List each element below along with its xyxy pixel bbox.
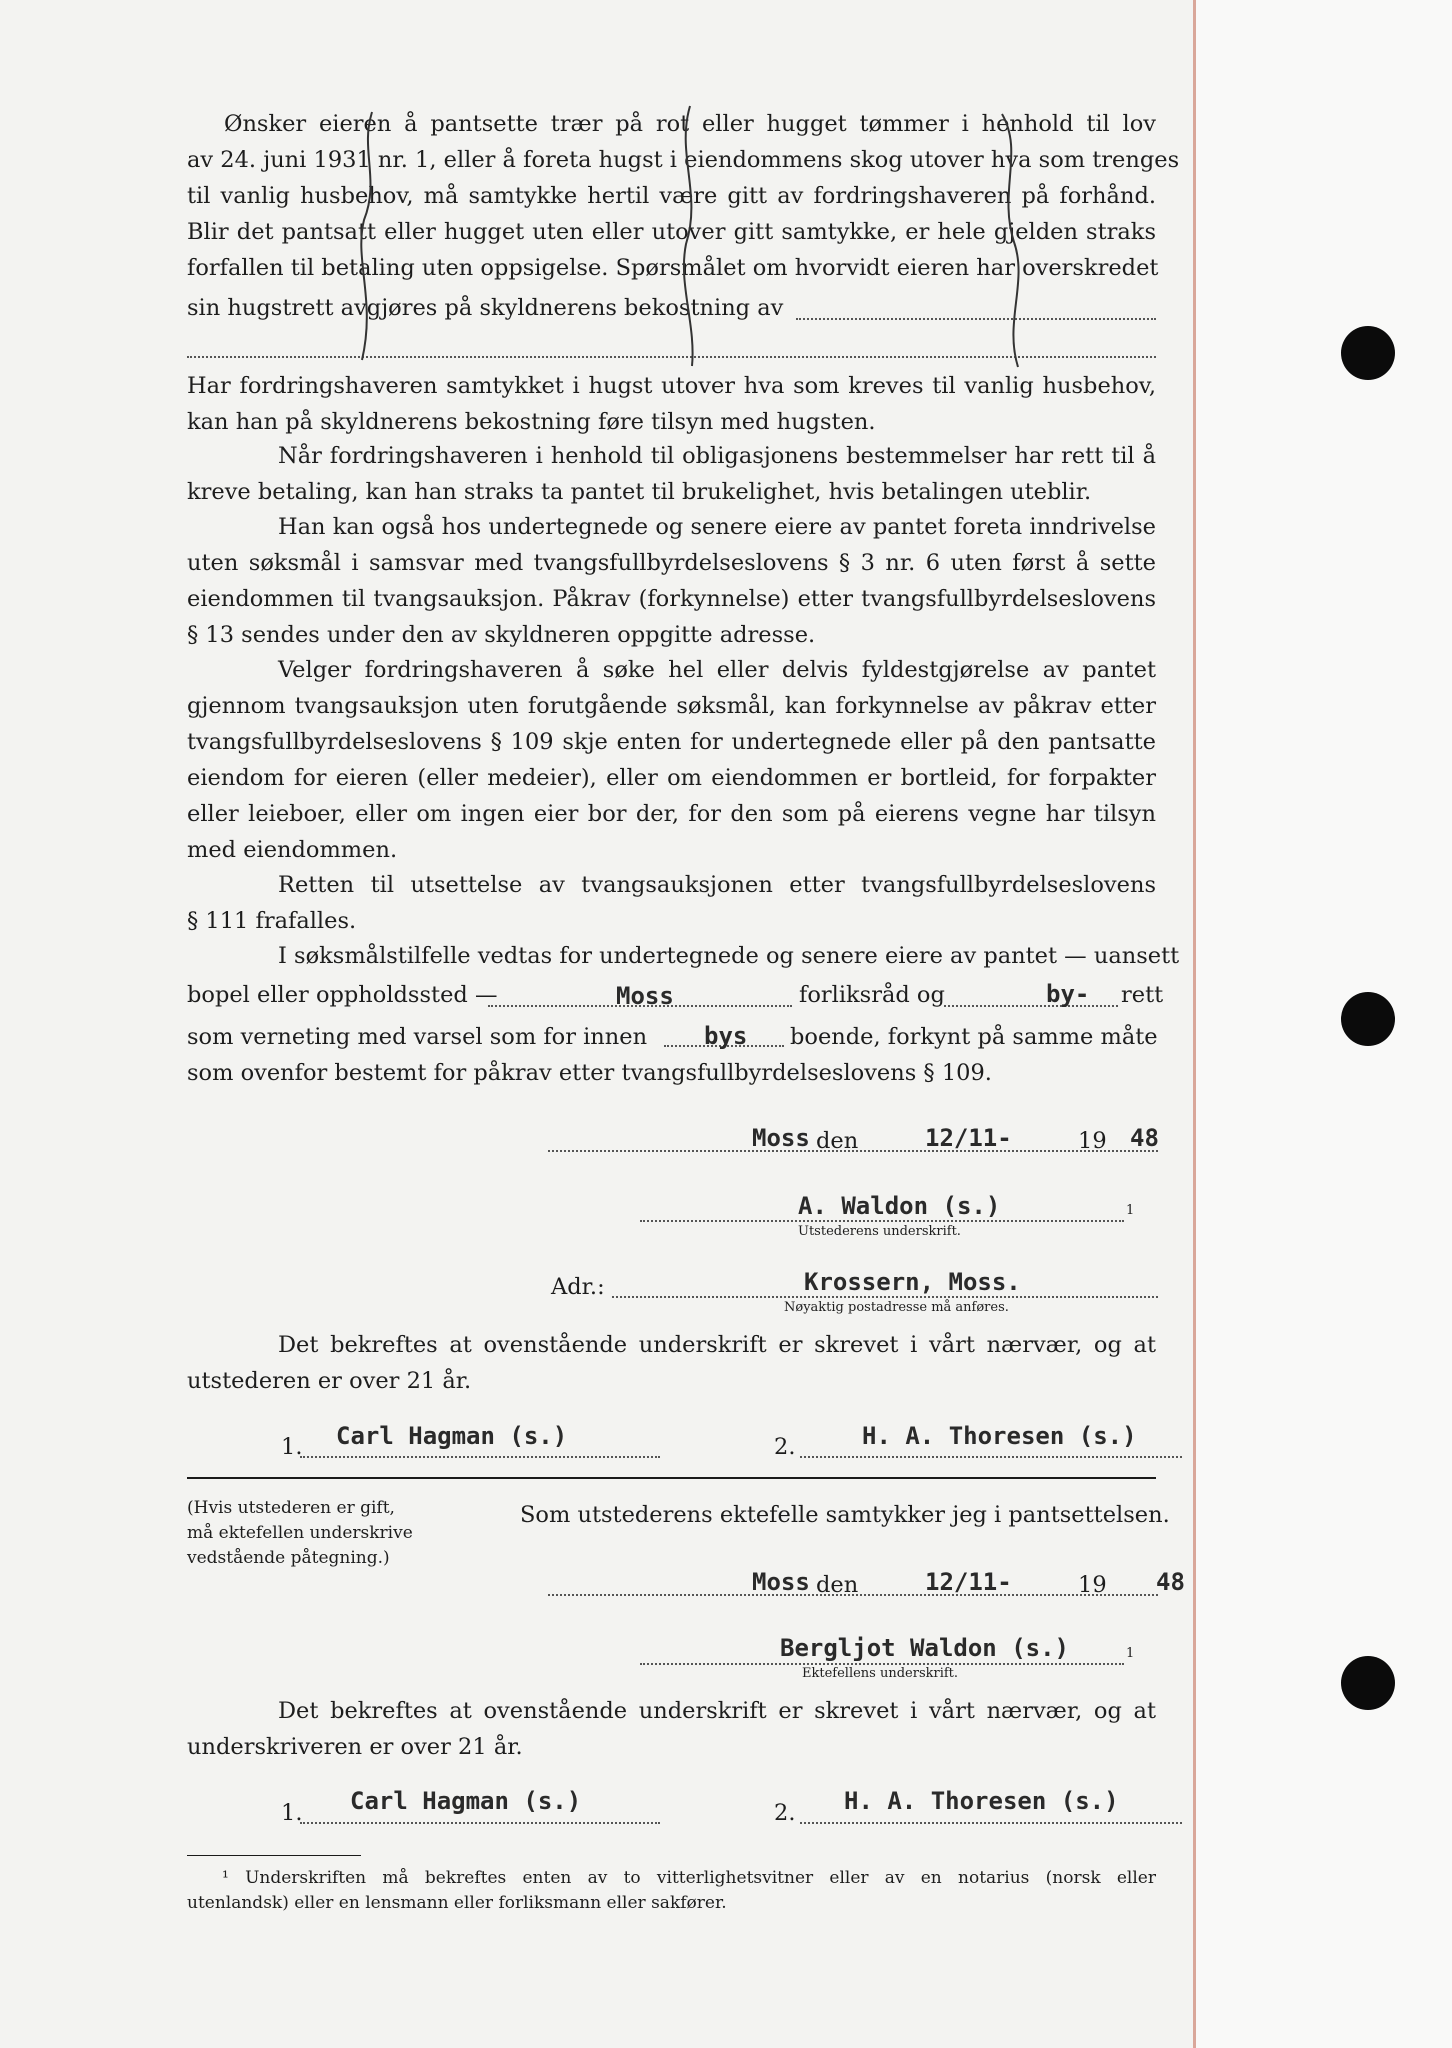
witness-number: 2. — [774, 1800, 796, 1826]
para7-line: som ovenfor bestemt for påkrav etter tvangsfullbyrdelseslovens § 109. — [187, 1060, 992, 1086]
strike-mark — [350, 110, 390, 370]
strike-mark — [672, 104, 712, 374]
para7-line: boende, forkynt på samme måte — [790, 1024, 1158, 1050]
para2-line: Har fordringshaveren samtykket i hugst utover hva som kreves til vanlig husbehov, — [187, 373, 1156, 399]
confirm1-line: utstederen er over 21 år. — [187, 1368, 472, 1394]
para5-line: med eiendommen. — [187, 837, 398, 863]
spouse-note-line: vedstående påtegning.) — [187, 1548, 390, 1568]
signature-line — [640, 1663, 1124, 1665]
spouse-consent: Som utstederens ektefelle samtykker jeg i pantsettelsen. — [520, 1502, 1170, 1528]
para7-line: som verneting med varsel som for innen — [187, 1024, 648, 1050]
footnote-line: ¹ Underskriften må bekreftes enten av to vitterlighetsvitner eller av en notarius (norsk eller — [222, 1868, 1156, 1888]
punch-hole-top — [1341, 326, 1395, 380]
footnote-mark: 1 — [1126, 1203, 1135, 1218]
typed-witness: H. A. Thoresen (s.) — [844, 1787, 1119, 1815]
date-den-label: den — [816, 1572, 859, 1598]
date-den-label: den — [816, 1128, 859, 1154]
para2-line: kan han på skyldnerens bekostning føre tilsyn med hugsten. — [187, 409, 876, 435]
confirm2-line: Det bekreftes at ovenstående underskrift er skrevet i vårt nærvær, og at — [278, 1698, 1156, 1724]
footnote-rule — [187, 1855, 361, 1856]
witness-line — [300, 1822, 660, 1824]
strike-mark — [994, 112, 1034, 372]
para1-line: av 24. juni 1931 nr. 1, eller å foreta hugst i eiendommens skog utover hva som trenges — [187, 147, 1180, 173]
right-margin — [1196, 0, 1452, 2048]
year-prefix: 19 — [1078, 1128, 1107, 1154]
section-divider — [187, 1477, 1156, 1479]
witness-number: 2. — [774, 1434, 796, 1460]
para5-line: gjennom tvangsauksjon uten forutgående søksmål, kan forkynnelse av påkrav etter — [187, 693, 1156, 719]
para4-line: eiendommen til tvangsauksjon. Påkrav (forkynnelse) etter tvangsfullbyrdelseslovens — [187, 586, 1156, 612]
para6-line: § 111 frafalles. — [187, 908, 357, 934]
typed-year: 48 — [1130, 1124, 1159, 1152]
typed-place: Moss — [616, 982, 674, 1010]
address-line — [612, 1296, 1158, 1298]
typed-signature: Bergljot Waldon (s.) — [780, 1634, 1069, 1662]
para7-line: forliksråd og — [799, 982, 945, 1008]
typed-year: 48 — [1156, 1568, 1185, 1596]
para7-line: bopel eller oppholdssted — — [187, 982, 498, 1008]
para3-line: Når fordringshaveren i henhold til obligasjonens bestemmelser har rett til å — [278, 443, 1156, 469]
para3-line: kreve betaling, kan han straks ta pantet til brukelighet, hvis betalingen uteblir. — [187, 479, 1092, 505]
footnote-line: utenlandsk) eller en lensmann eller forliksmann eller sakfører. — [187, 1893, 727, 1913]
typed-witness: Carl Hagman (s.) — [350, 1787, 582, 1815]
para5-line: tvangsfullbyrdelseslovens § 109 skje enten for undertegnede eller på den pantsatte — [187, 729, 1156, 755]
para5-line: eiendom for eieren (eller medeier), eller om eiendommen er bortleid, for forpakter — [187, 765, 1156, 791]
spouse-note-line: må ektefellen underskrive — [187, 1523, 413, 1543]
typed-date-place: Moss — [752, 1568, 810, 1596]
witness-line — [800, 1822, 1182, 1824]
para4-line: § 13 sendes under den av skyldneren oppgitte adresse. — [187, 622, 816, 648]
para7-line: I søksmålstilfelle vedtas for undertegnede og senere eiere av pantet — uansett — [278, 943, 1180, 969]
signature-line — [640, 1220, 1124, 1222]
typed-date-place: Moss — [752, 1124, 810, 1152]
punch-hole-middle — [1341, 992, 1395, 1046]
signature-caption: Utstederens underskrift. — [798, 1224, 961, 1239]
margin-line — [1193, 0, 1196, 2048]
witness-line — [800, 1456, 1182, 1458]
footnote-mark: 1 — [1126, 1646, 1135, 1661]
para4-line: Han kan også hos undertegnede og senere eiere av pantet foreta inndrivelse — [278, 514, 1156, 540]
para5-line: Velger fordringshaveren å søke hel eller delvis fyldestgjørelse av pantet — [278, 657, 1156, 683]
witness-number: 1. — [281, 1800, 303, 1826]
para7-line: rett — [1121, 982, 1164, 1008]
address-label: Adr.: — [551, 1274, 605, 1300]
para4-line: uten søksmål i samsvar med tvangsfullbyrdelseslovens § 3 nr. 6 uten først å sette — [187, 550, 1156, 576]
typed-address: Krossern, Moss. — [804, 1268, 1021, 1296]
year-prefix: 19 — [1078, 1572, 1107, 1598]
confirm2-line: underskriveren er over 21 år. — [187, 1734, 523, 1760]
signature-caption: Ektefellens underskrift. — [802, 1666, 959, 1681]
para1-line: Ønsker eieren å pantsette trær på rot eller hugget tømmer i henhold til lov — [224, 111, 1156, 137]
para6-line: Retten til utsettelse av tvangsauksjonen etter tvangsfullbyrdelseslovens — [278, 872, 1156, 898]
witness-line — [300, 1456, 660, 1458]
spouse-note-line: (Hvis utstederen er gift, — [187, 1498, 395, 1518]
typed-witness: H. A. Thoresen (s.) — [862, 1422, 1137, 1450]
fill-line-court — [944, 1005, 1118, 1007]
para1-line: sin hugstrett avgjøres på skyldnerens bekostning av — [187, 295, 784, 321]
typed-resident: bys — [704, 1022, 748, 1050]
para1-line: til vanlig husbehov, må samtykke hertil være gitt av fordringshaveren på forhånd. — [187, 183, 1156, 209]
punch-hole-bottom — [1341, 1656, 1395, 1710]
para5-line: eller leieboer, eller om ingen eier bor der, for den som på eierens vegne har tilsyn — [187, 801, 1156, 827]
typed-signature: A. Waldon (s.) — [798, 1192, 1001, 1220]
typed-date: 12/11- — [925, 1568, 1012, 1596]
typed-date: 12/11- — [925, 1124, 1012, 1152]
typed-witness: Carl Hagman (s.) — [336, 1422, 568, 1450]
blank-line — [796, 318, 1156, 320]
address-caption: Nøyaktig postadresse må anføres. — [784, 1300, 1009, 1315]
para1-line: Blir det pantsatt eller hugget uten eller utover gitt samtykke, er hele gjelden straks — [187, 219, 1156, 245]
typed-court: by- — [1046, 980, 1090, 1008]
witness-number: 1. — [281, 1434, 303, 1460]
para1-line: forfallen til betaling uten oppsigelse. Spørsmålet om hvorvidt eieren har overskredet — [187, 255, 1159, 281]
confirm1-line: Det bekreftes at ovenstående underskrift er skrevet i vårt nærvær, og at — [278, 1332, 1156, 1358]
